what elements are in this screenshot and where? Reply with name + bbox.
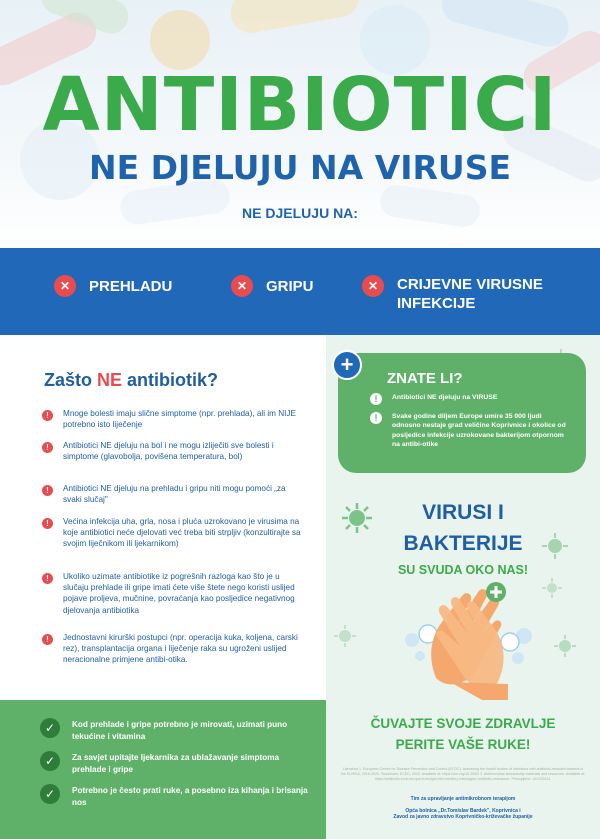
organizations: Opća bolnica „Dr.Tomislav Bardek", Koprivnica i Zavod za javno zdravstvo Koprivničko-križevačke županije <box>393 808 533 821</box>
tip-item: ✓ Za savjet upitajte ljekarnika za ublažavanje simptoma prehlade i gripe <box>40 751 310 775</box>
exclamation-icon: ! <box>42 442 53 453</box>
check-icon: ✓ <box>40 784 60 804</box>
band-item-label: GRIPU <box>266 277 314 295</box>
why-item: ! Antibiotici NE djeluju na prehladu i gripu niti mogu pomoći „za svaki slučaj" <box>42 483 302 505</box>
exclamation-icon: ! <box>370 412 382 424</box>
band-item-label: PREHLADU <box>89 277 173 295</box>
why-item: ! Većina infekcija uha, grla, nosa i pluća uzrokovano je virusima na koje antibiotici neće djelovati već treba biti strpljiv (konzultirajte sa svojim liječnikom ili ljekarnikom) <box>42 516 302 550</box>
page-title: ANTIBIOTICI <box>42 62 558 148</box>
why-item: ! Mnoge bolesti imaju slične simptome (npr. prehlada), ali im NIJE potrebno isto liječenje <box>42 408 302 430</box>
znate-li-item: ! Antibiotici NE djeluju na VIRUSE <box>370 393 570 405</box>
znate-li-item: ! Svake godine diljem Europe umire 35 000 ljudi odnosno nestaje grad veličine Koprivnice i okolice od posljedice infekcije uzrokovane bakterijom otpornom na antibi-otike <box>370 412 570 450</box>
why-title: Zašto NE antibiotik? <box>44 370 219 390</box>
why-item: ! Antibiotici NE djeluju na bol i ne mogu izliječiti sve bolesti i simptome (glavobolja, povišena temperatura, bol) <box>42 440 302 462</box>
closing-message: ČUVAJTE SVOJE ZDRAVLJE PERITE VAŠE RUKE! <box>370 716 556 752</box>
virusi-heading: VIRUSI I BAKTERIJE <box>403 501 523 555</box>
exclamation-icon: ! <box>42 634 53 645</box>
exclamation-icon: ! <box>370 393 382 405</box>
band-item-label: CRIJEVNE VIRUSNE <box>397 276 543 293</box>
exclamation-icon: ! <box>42 485 53 496</box>
virus-icon <box>542 578 562 598</box>
x-icon: ✕ <box>362 275 384 297</box>
check-icon: ✓ <box>40 751 60 771</box>
virus-icon <box>334 625 356 647</box>
hands-washing-icon <box>398 578 538 700</box>
tip-item: ✓ Potrebno je često prati ruke, a posebno iza kihanja i brisanja nos <box>40 784 310 808</box>
why-item: ! Ukoliko uzimate antibiotike iz pogrešnih razloga kao što je u slučaju prehlade ili gripe imati ćete više štete nego koristi uslijed pojave proljeva, mučnine, povraćanja kao posljedice negativnog djelovanja antibiotika <box>42 571 302 616</box>
not-effective-band <box>0 248 600 335</box>
page-subtitle: NE DJELUJU NA VIRUSE <box>88 148 512 187</box>
header-banner <box>0 0 600 250</box>
exclamation-icon: ! <box>42 518 53 529</box>
plus-icon: + <box>332 350 362 380</box>
x-icon: ✕ <box>54 275 76 297</box>
tip-item: ✓ Kod prehlade i gripe potrebno je mirovati, uzimati puno tekućine i vitamina <box>40 718 310 742</box>
why-item: ! Jednostavni kirurški postupci (npr. operacija kuka, koljena, carski rez), transplantacija organa i liječenje raka su ugroženi uslijed neracionalne primjene antibi-otika. <box>42 632 302 666</box>
exclamation-icon: ! <box>42 573 53 584</box>
band-item-crijevne <box>362 275 543 313</box>
references: Literatura 1. European Centre for Disease Prevention and Control (ECDC). Assessing the health burden of infections with antibiotic-resistant bacteria in the EU/EEA, 2016-2020. Stockholm: ECDC; 2022. Available at: https://doi.org/10.2900/ 2. Antimicrobial stewardship materials and resources. Available at: https://antibiotic.ecdc.europa.eu/en/get-informed/key-messages/ antibiotic-resistance. Pristupljeno: 10/12/2024. <box>340 767 586 781</box>
virus-icon <box>554 635 576 657</box>
ne-djeluju-label: NE DJELUJU NA: <box>242 205 358 221</box>
band-item-label-2: INFEKCIJE <box>397 295 476 312</box>
znate-li-title: ZNATE LI? <box>387 370 463 387</box>
band-item-prehladu <box>54 275 172 297</box>
band-item-gripu <box>231 275 314 297</box>
check-icon: ✓ <box>40 718 60 738</box>
team-label: Tim za upravljanje antimikrobnom terapijom <box>410 796 516 802</box>
exclamation-icon: ! <box>42 410 53 421</box>
x-icon: ✕ <box>231 275 253 297</box>
virusi-tagline: SU SVUDA OKO NAS! <box>397 563 529 577</box>
